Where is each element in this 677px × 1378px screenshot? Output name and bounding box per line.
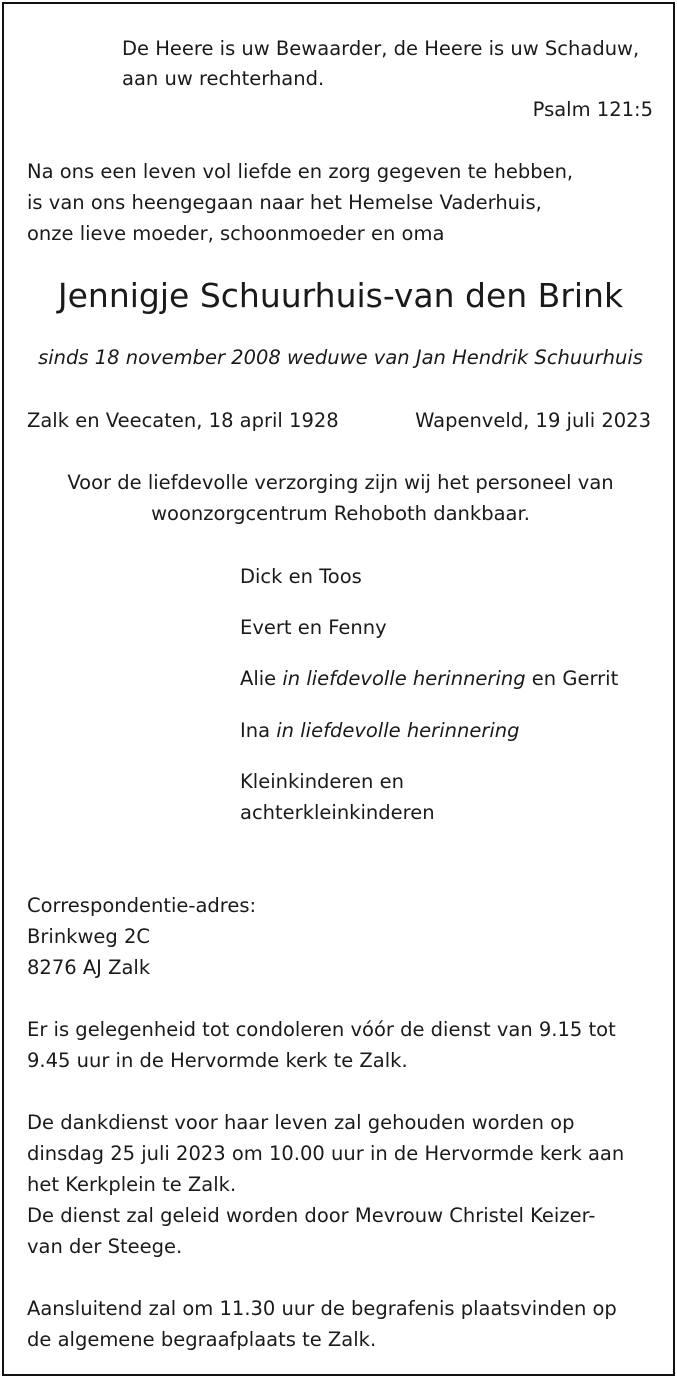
widow-line: sinds 18 november 2008 weduwe van Jan Hendrik Schuurhuis (38, 346, 643, 369)
address-street: Brinkweg 2C (27, 925, 151, 948)
service-line-5: van der Steege. (27, 1235, 183, 1258)
announcement-frame (2, 2, 675, 1376)
family-entry-5-line-1: Kleinkinderen en (240, 770, 404, 793)
service-line-2: dinsdag 25 juli 2023 om 10.00 uur in de Hervormde kerk aan (27, 1142, 625, 1165)
family-entry-4: Ina in liefdevolle herinnering (240, 719, 520, 742)
service-line-4: De dienst zal geleid worden door Mevrouw Christel Keizer- (27, 1204, 596, 1227)
thanks-line-2: woonzorgcentrum Rehoboth dankbaar. (151, 502, 530, 525)
verse-line-2: aan uw rechterhand. (122, 67, 325, 90)
family-entry-3: Alie in liefdevolle herinnering en Gerrit (240, 667, 619, 690)
deceased-name: Jennigje Schuurhuis-van den Brink (57, 276, 624, 315)
intro-line-2: is van ons heengegaan naar het Hemelse Vaderhuis, (27, 191, 542, 214)
family-entry-1: Dick en Toos (240, 565, 362, 588)
service-line-1: De dankdienst voor haar leven zal gehouden worden op (27, 1111, 575, 1134)
verse-line-1: De Heere is uw Bewaarder, de Heere is uw Schaduw, (122, 37, 640, 60)
family-entry-5-line-2: achterkleinkinderen (240, 801, 435, 824)
death-info: Wapenveld, 19 juli 2023 (415, 409, 651, 432)
birth-info: Zalk en Veecaten, 18 april 1928 (27, 409, 339, 432)
address-label: Correspondentie-adres: (27, 894, 257, 917)
address-city: 8276 AJ Zalk (27, 956, 151, 979)
service-line-3: het Kerkplein te Zalk. (27, 1173, 237, 1196)
burial-line-2: de algemene begraafplaats te Zalk. (27, 1328, 377, 1351)
thanks-line-1: Voor de liefdevolle verzorging zijn wij het personeel van (67, 471, 614, 494)
burial-line-1: Aansluitend zal om 11.30 uur de begrafenis plaatsvinden op (27, 1297, 617, 1320)
intro-line-1: Na ons een leven vol liefde en zorg gegeven te hebben, (27, 160, 574, 183)
verse-reference: Psalm 121:5 (532, 98, 653, 121)
condolence-line-1: Er is gelegenheid tot condoleren vóór de dienst van 9.15 tot (27, 1018, 616, 1041)
intro-line-3: onze lieve moeder, schoonmoeder en oma (27, 222, 445, 245)
condolence-line-2: 9.45 uur in de Hervormde kerk te Zalk. (27, 1049, 408, 1072)
family-entry-2: Evert en Fenny (240, 616, 387, 639)
